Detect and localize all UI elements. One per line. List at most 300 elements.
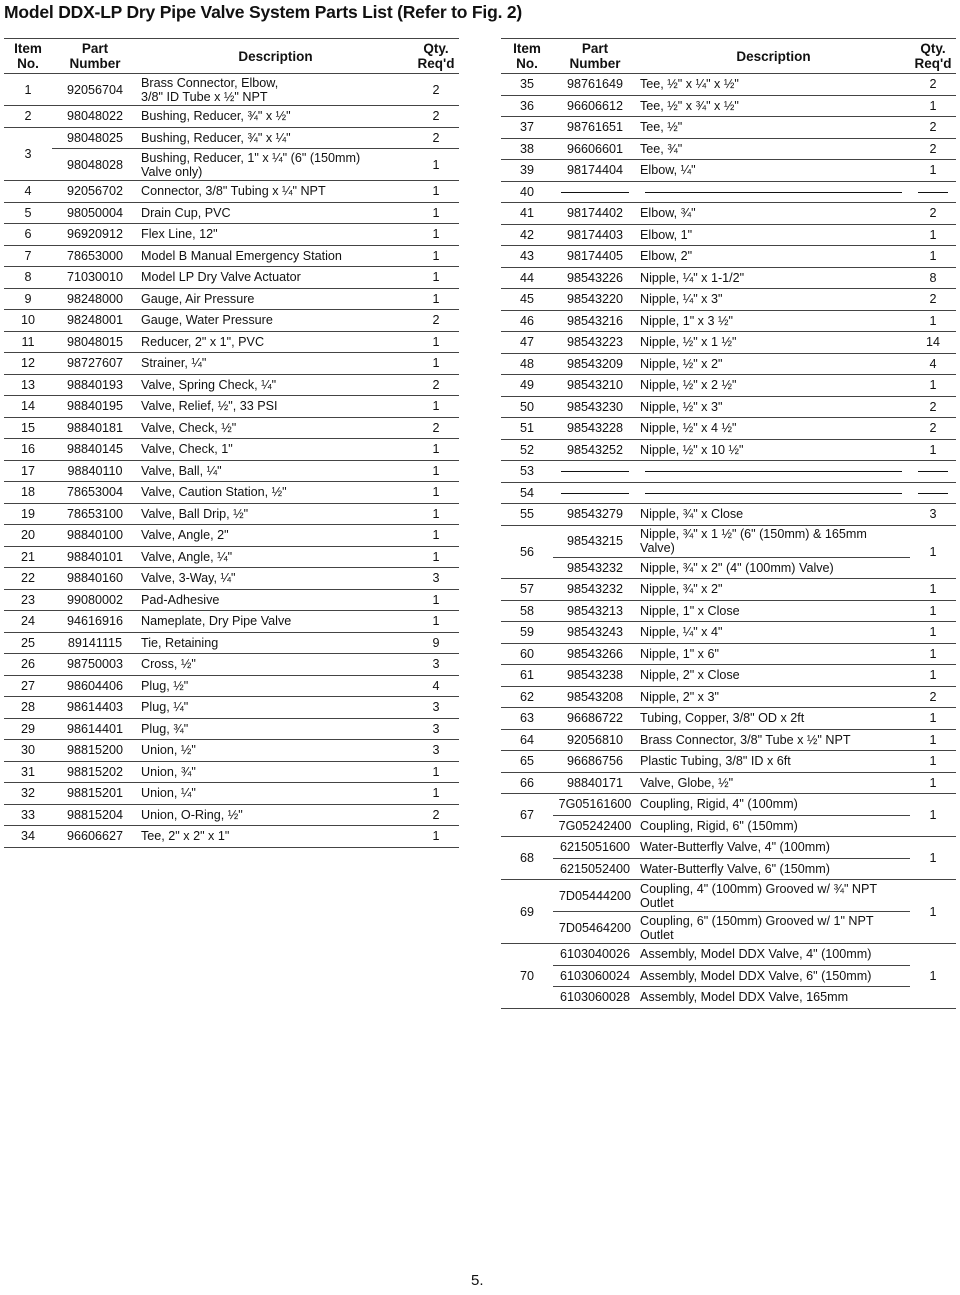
- part-number-cell: 96606601: [553, 138, 637, 160]
- qty-cell: 1: [413, 224, 459, 246]
- item-number-cell: 50: [501, 396, 553, 418]
- table-row: [4, 224, 459, 246]
- description-cell: Coupling, 6" (150mm) Grooved w/ 1" NPT Outlet: [637, 912, 910, 944]
- part-number-cell: 98543210: [553, 375, 637, 397]
- description-cell: Coupling, Rigid, 4" (100mm): [637, 794, 910, 816]
- table-header: [501, 39, 956, 74]
- qty-cell: 14: [910, 332, 956, 354]
- item-number-cell: 6: [4, 224, 52, 246]
- part-number-cell: 98543228: [553, 418, 637, 440]
- table-header: [4, 39, 459, 74]
- qty-cell: 1: [413, 761, 459, 783]
- part-number-cell: 96606612: [553, 95, 637, 117]
- table-row: [501, 944, 956, 966]
- part-number-cell: 96606627: [52, 826, 138, 848]
- item-number-cell: 25: [4, 632, 52, 654]
- part-number-cell: 98248001: [52, 310, 138, 332]
- part-number-cell: 98543279: [553, 504, 637, 526]
- table-row: [4, 267, 459, 289]
- part-number-cell: 6103060028: [553, 987, 637, 1009]
- table-row: [501, 74, 956, 96]
- table-row: [501, 461, 956, 483]
- item-number-cell: 64: [501, 729, 553, 751]
- description-cell: Tee, ½" x ¾" x ½": [637, 95, 910, 117]
- qty-cell: 3: [413, 740, 459, 762]
- table-row: [4, 718, 459, 740]
- qty-cell: 1: [413, 503, 459, 525]
- header-part-number: Part Number: [52, 39, 138, 74]
- item-number-cell: 55: [501, 504, 553, 526]
- part-number-cell: 98048025: [52, 127, 138, 149]
- table-row: [4, 74, 459, 106]
- item-number-cell: 3: [4, 127, 52, 181]
- qty-cell: 3: [413, 718, 459, 740]
- qty-cell: 1: [910, 525, 956, 579]
- qty-cell: 1: [413, 149, 459, 181]
- table-row: [501, 525, 956, 557]
- item-number-cell: 23: [4, 589, 52, 611]
- description-cell: Plastic Tubing, 3/8" ID x 6ft: [637, 751, 910, 773]
- description-cell: Nipple, ¼" x 1-1/2": [637, 267, 910, 289]
- part-number-cell: 98840181: [52, 417, 138, 439]
- table-row: [4, 245, 459, 267]
- item-number-cell: 40: [501, 181, 553, 203]
- item-number-cell: 49: [501, 375, 553, 397]
- table-row: [4, 106, 459, 128]
- item-number-cell: 69: [501, 880, 553, 944]
- qty-cell: 1: [910, 708, 956, 730]
- item-number-cell: 20: [4, 525, 52, 547]
- description-cell: Plug, ¾": [138, 718, 413, 740]
- item-number-cell: 14: [4, 396, 52, 418]
- item-number-cell: 67: [501, 794, 553, 837]
- part-number-cell: 99080002: [52, 589, 138, 611]
- item-number-cell: 37: [501, 117, 553, 139]
- description-cell: Nipple, ¼" x 3": [637, 289, 910, 311]
- qty-cell: 1: [413, 460, 459, 482]
- qty-cell: 1: [910, 579, 956, 601]
- table-row: [501, 643, 956, 665]
- table-row: [501, 504, 956, 526]
- item-number-cell: 31: [4, 761, 52, 783]
- description-cell: Tee, ½": [637, 117, 910, 139]
- item-number-cell: 60: [501, 643, 553, 665]
- item-number-cell: 27: [4, 675, 52, 697]
- qty-cell: 1: [910, 439, 956, 461]
- description-cell: Pad-Adhesive: [138, 589, 413, 611]
- qty-cell: 1: [413, 525, 459, 547]
- qty-cell: 2: [413, 74, 459, 106]
- description-cell: Valve, Ball Drip, ½": [138, 503, 413, 525]
- item-number-cell: 51: [501, 418, 553, 440]
- description-cell: Cross, ½": [138, 654, 413, 676]
- part-number-cell: 98815202: [52, 761, 138, 783]
- qty-cell: [910, 461, 956, 483]
- description-cell: Elbow, ¾": [637, 203, 910, 225]
- part-number-cell: 98543243: [553, 622, 637, 644]
- table-row: [501, 837, 956, 859]
- part-number-cell: 98614403: [52, 697, 138, 719]
- qty-cell: 1: [910, 160, 956, 182]
- part-number-cell: 98048015: [52, 331, 138, 353]
- item-number-cell: 8: [4, 267, 52, 289]
- description-cell: Assembly, Model DDX Valve, 4" (100mm): [637, 944, 910, 966]
- table-row: [501, 600, 956, 622]
- part-number-cell: 7G05161600: [553, 794, 637, 816]
- qty-cell: 1: [910, 622, 956, 644]
- part-number-cell: 98543232: [553, 557, 637, 579]
- part-number-cell: 7D05444200: [553, 880, 637, 912]
- table-row: [4, 804, 459, 826]
- description-cell: Nipple, ¾" x 1 ½" (6" (150mm) & 165mm Valve): [637, 525, 910, 557]
- table-row: [4, 568, 459, 590]
- qty-cell: 2: [910, 74, 956, 96]
- qty-cell: 1: [413, 826, 459, 848]
- item-number-cell: 45: [501, 289, 553, 311]
- part-number-cell: 98727607: [52, 353, 138, 375]
- description-cell: Tee, ¾": [637, 138, 910, 160]
- item-number-cell: 17: [4, 460, 52, 482]
- table-row: [4, 589, 459, 611]
- part-number-cell: 98840110: [52, 460, 138, 482]
- part-number-cell: 98543226: [553, 267, 637, 289]
- description-cell: Assembly, Model DDX Valve, 6" (150mm): [637, 965, 910, 987]
- qty-cell: 4: [413, 675, 459, 697]
- part-number-cell: 98840171: [553, 772, 637, 794]
- description-cell: Connector, 3/8" Tubing x ¼" NPT: [138, 181, 413, 203]
- table-row: [501, 965, 956, 987]
- table-row: [501, 289, 956, 311]
- item-number-cell: 56: [501, 525, 553, 579]
- part-number-cell: 98815204: [52, 804, 138, 826]
- table-row: [4, 181, 459, 203]
- table-row: [501, 622, 956, 644]
- qty-cell: 1: [910, 95, 956, 117]
- description-cell: Valve, 3-Way, ¼": [138, 568, 413, 590]
- item-number-cell: 62: [501, 686, 553, 708]
- table-row: [501, 912, 956, 944]
- part-number-cell: [553, 461, 637, 483]
- table-row: [4, 288, 459, 310]
- description-cell: Strainer, ¼": [138, 353, 413, 375]
- qty-cell: 1: [910, 944, 956, 1009]
- qty-cell: 1: [413, 245, 459, 267]
- description-cell: Gauge, Water Pressure: [138, 310, 413, 332]
- qty-cell: 1: [910, 772, 956, 794]
- parts-table-left: [4, 38, 459, 848]
- part-number-cell: 96686722: [553, 708, 637, 730]
- qty-cell: 2: [910, 686, 956, 708]
- item-number-cell: 65: [501, 751, 553, 773]
- item-number-cell: 21: [4, 546, 52, 568]
- part-number-cell: 98815201: [52, 783, 138, 805]
- table-row: [4, 611, 459, 633]
- qty-cell: 1: [910, 375, 956, 397]
- table-row: [501, 482, 956, 504]
- qty-cell: 1: [910, 665, 956, 687]
- table-row: [4, 632, 459, 654]
- description-cell: Nipple, 1" x 3 ½": [637, 310, 910, 332]
- part-number-cell: 6103060024: [553, 965, 637, 987]
- part-number-cell: 98543213: [553, 600, 637, 622]
- description-cell: Brass Connector, 3/8" Tube x ½" NPT: [637, 729, 910, 751]
- header-description: Description: [637, 39, 910, 74]
- description-cell: Nipple, ¾" x Close: [637, 504, 910, 526]
- part-number-cell: 98543252: [553, 439, 637, 461]
- table-row: [501, 332, 956, 354]
- item-number-cell: 18: [4, 482, 52, 504]
- description-cell: Tubing, Copper, 3/8" OD x 2ft: [637, 708, 910, 730]
- description-cell: Brass Connector, Elbow, 3/8" ID Tube x ½" NPT: [138, 74, 413, 106]
- item-number-cell: 11: [4, 331, 52, 353]
- table-row: [4, 417, 459, 439]
- qty-cell: 1: [910, 837, 956, 880]
- part-number-cell: 98543215: [553, 525, 637, 557]
- description-cell: Union, ¾": [138, 761, 413, 783]
- part-number-cell: 98840101: [52, 546, 138, 568]
- item-number-cell: 35: [501, 74, 553, 96]
- qty-cell: 2: [413, 127, 459, 149]
- description-cell: Valve, Ball, ¼": [138, 460, 413, 482]
- table-row: [501, 353, 956, 375]
- description-cell: Coupling, 4" (100mm) Grooved w/ ¾" NPT Outlet: [637, 880, 910, 912]
- description-cell: Assembly, Model DDX Valve, 165mm: [637, 987, 910, 1009]
- item-number-cell: 48: [501, 353, 553, 375]
- page-title: Model DDX-LP Dry Pipe Valve System Parts List (Refer to Fig. 2): [4, 2, 523, 22]
- table-row: [501, 729, 956, 751]
- table-row: [4, 439, 459, 461]
- qty-cell: 2: [413, 417, 459, 439]
- table-row: [501, 794, 956, 816]
- part-number-cell: 98248000: [52, 288, 138, 310]
- table-row: [501, 160, 956, 182]
- description-cell: Bushing, Reducer, ¾" x ½": [138, 106, 413, 128]
- qty-cell: 2: [910, 418, 956, 440]
- item-number-cell: 36: [501, 95, 553, 117]
- qty-cell: 2: [910, 289, 956, 311]
- qty-cell: 1: [910, 729, 956, 751]
- qty-cell: 2: [910, 117, 956, 139]
- qty-cell: 2: [910, 138, 956, 160]
- table-row: [501, 557, 956, 579]
- part-number-cell: 98174403: [553, 224, 637, 246]
- item-number-cell: 46: [501, 310, 553, 332]
- header-qty: Qty. Req'd: [910, 39, 956, 74]
- description-cell: Elbow, 2": [637, 246, 910, 268]
- item-number-cell: 53: [501, 461, 553, 483]
- header-item-no: Item No.: [501, 39, 553, 74]
- part-number-cell: 92056702: [52, 181, 138, 203]
- qty-cell: 1: [413, 288, 459, 310]
- item-number-cell: 47: [501, 332, 553, 354]
- item-number-cell: 22: [4, 568, 52, 590]
- table-row: [4, 127, 459, 149]
- item-number-cell: 33: [4, 804, 52, 826]
- description-cell: Valve, Caution Station, ½": [138, 482, 413, 504]
- part-number-cell: 98048028: [52, 149, 138, 181]
- table-row: [501, 665, 956, 687]
- item-number-cell: 61: [501, 665, 553, 687]
- part-number-cell: 78653004: [52, 482, 138, 504]
- table-row: [501, 772, 956, 794]
- description-cell: Nipple, 1" x 6": [637, 643, 910, 665]
- part-number-cell: 92056810: [553, 729, 637, 751]
- item-number-cell: 19: [4, 503, 52, 525]
- description-cell: Valve, Angle, 2": [138, 525, 413, 547]
- table-row: [501, 858, 956, 880]
- description-cell: Union, ½": [138, 740, 413, 762]
- part-number-cell: [553, 482, 637, 504]
- item-number-cell: 34: [4, 826, 52, 848]
- description-cell: Bushing, Reducer, 1" x ¼" (6" (150mm) Valve only): [138, 149, 413, 181]
- table-row: [4, 149, 459, 181]
- qty-cell: 2: [910, 396, 956, 418]
- item-number-cell: 4: [4, 181, 52, 203]
- part-number-cell: 78653000: [52, 245, 138, 267]
- description-cell: Nipple, ½" x 3": [637, 396, 910, 418]
- table-row: [4, 374, 459, 396]
- qty-cell: 1: [910, 600, 956, 622]
- description-cell: Nipple, ½" x 2 ½": [637, 375, 910, 397]
- item-number-cell: 5: [4, 202, 52, 224]
- item-number-cell: 29: [4, 718, 52, 740]
- description-cell: Valve, Angle, ¼": [138, 546, 413, 568]
- part-number-cell: 98761651: [553, 117, 637, 139]
- part-number-cell: 96920912: [52, 224, 138, 246]
- qty-cell: 1: [910, 794, 956, 837]
- description-cell: Nipple, ½" x 2": [637, 353, 910, 375]
- description-cell: Valve, Spring Check, ¼": [138, 374, 413, 396]
- description-cell: Flex Line, 12": [138, 224, 413, 246]
- part-number-cell: 98174405: [553, 246, 637, 268]
- qty-cell: 1: [413, 611, 459, 633]
- description-cell: Coupling, Rigid, 6" (150mm): [637, 815, 910, 837]
- table-row: [501, 987, 956, 1009]
- qty-cell: 1: [910, 643, 956, 665]
- description-cell: Elbow, 1": [637, 224, 910, 246]
- item-number-cell: 59: [501, 622, 553, 644]
- qty-cell: 2: [413, 804, 459, 826]
- part-number-cell: 98815200: [52, 740, 138, 762]
- item-number-cell: 24: [4, 611, 52, 633]
- table-row: [501, 880, 956, 912]
- table-row: [501, 138, 956, 160]
- item-number-cell: 38: [501, 138, 553, 160]
- header-description: Description: [138, 39, 413, 74]
- part-number-cell: 98840145: [52, 439, 138, 461]
- table-row: [501, 751, 956, 773]
- description-cell: Nipple, ¼" x 4": [637, 622, 910, 644]
- qty-cell: 1: [413, 396, 459, 418]
- table-row: [4, 654, 459, 676]
- part-number-cell: 98604406: [52, 675, 138, 697]
- part-number-cell: 96686756: [553, 751, 637, 773]
- description-cell: Nipple, 2" x Close: [637, 665, 910, 687]
- qty-cell: 2: [413, 106, 459, 128]
- item-number-cell: 41: [501, 203, 553, 225]
- qty-cell: 1: [413, 546, 459, 568]
- item-number-cell: 70: [501, 944, 553, 1009]
- part-number-cell: 98840193: [52, 374, 138, 396]
- table-row: [501, 117, 956, 139]
- item-number-cell: 66: [501, 772, 553, 794]
- qty-cell: 1: [910, 751, 956, 773]
- table-row: [4, 525, 459, 547]
- item-number-cell: 7: [4, 245, 52, 267]
- item-number-cell: 2: [4, 106, 52, 128]
- item-number-cell: 12: [4, 353, 52, 375]
- item-number-cell: 63: [501, 708, 553, 730]
- item-number-cell: 32: [4, 783, 52, 805]
- part-number-cell: 89141115: [52, 632, 138, 654]
- description-cell: Reducer, 2" x 1", PVC: [138, 331, 413, 353]
- description-cell: Union, ¼": [138, 783, 413, 805]
- table-row: [501, 396, 956, 418]
- description-cell: Bushing, Reducer, ¾" x ¼": [138, 127, 413, 149]
- table-row: [501, 181, 956, 203]
- part-number-cell: 98543208: [553, 686, 637, 708]
- description-cell: Nameplate, Dry Pipe Valve: [138, 611, 413, 633]
- part-number-cell: 98543232: [553, 579, 637, 601]
- qty-cell: 1: [910, 310, 956, 332]
- table-row: [501, 310, 956, 332]
- item-number-cell: 44: [501, 267, 553, 289]
- description-cell: [637, 461, 910, 483]
- part-number-cell: 98543223: [553, 332, 637, 354]
- item-number-cell: 68: [501, 837, 553, 880]
- description-cell: Drain Cup, PVC: [138, 202, 413, 224]
- table-row: [4, 675, 459, 697]
- description-cell: Plug, ¼": [138, 697, 413, 719]
- part-number-cell: 98543266: [553, 643, 637, 665]
- table-row: [501, 203, 956, 225]
- qty-cell: 1: [413, 181, 459, 203]
- part-number-cell: 98174404: [553, 160, 637, 182]
- table-row: [4, 761, 459, 783]
- table-row: [4, 826, 459, 848]
- part-number-cell: 98840160: [52, 568, 138, 590]
- description-cell: Nipple, ¾" x 2" (4" (100mm) Valve): [637, 557, 910, 579]
- qty-cell: [910, 181, 956, 203]
- part-number-cell: 6103040026: [553, 944, 637, 966]
- item-number-cell: 57: [501, 579, 553, 601]
- description-cell: Nipple, ½" x 4 ½": [637, 418, 910, 440]
- table-row: [4, 783, 459, 805]
- table-row: [501, 815, 956, 837]
- qty-cell: 3: [413, 568, 459, 590]
- description-cell: Tee, ½" x ¼" x ½": [637, 74, 910, 96]
- part-number-cell: 78653100: [52, 503, 138, 525]
- part-number-cell: 98050004: [52, 202, 138, 224]
- description-cell: Water-Butterfly Valve, 6" (150mm): [637, 858, 910, 880]
- part-number-cell: 92056704: [52, 74, 138, 106]
- description-cell: Tie, Retaining: [138, 632, 413, 654]
- item-number-cell: 28: [4, 697, 52, 719]
- description-cell: Model LP Dry Valve Actuator: [138, 267, 413, 289]
- item-number-cell: 10: [4, 310, 52, 332]
- qty-cell: 1: [413, 353, 459, 375]
- qty-cell: 1: [413, 482, 459, 504]
- header-qty: Qty. Req'd: [413, 39, 459, 74]
- part-number-cell: 98543216: [553, 310, 637, 332]
- qty-cell: 1: [910, 880, 956, 944]
- description-cell: Valve, Check, ½": [138, 417, 413, 439]
- description-cell: Valve, Relief, ½", 33 PSI: [138, 396, 413, 418]
- table-row: [501, 418, 956, 440]
- table-row: [4, 503, 459, 525]
- item-number-cell: 1: [4, 74, 52, 106]
- qty-cell: 2: [910, 203, 956, 225]
